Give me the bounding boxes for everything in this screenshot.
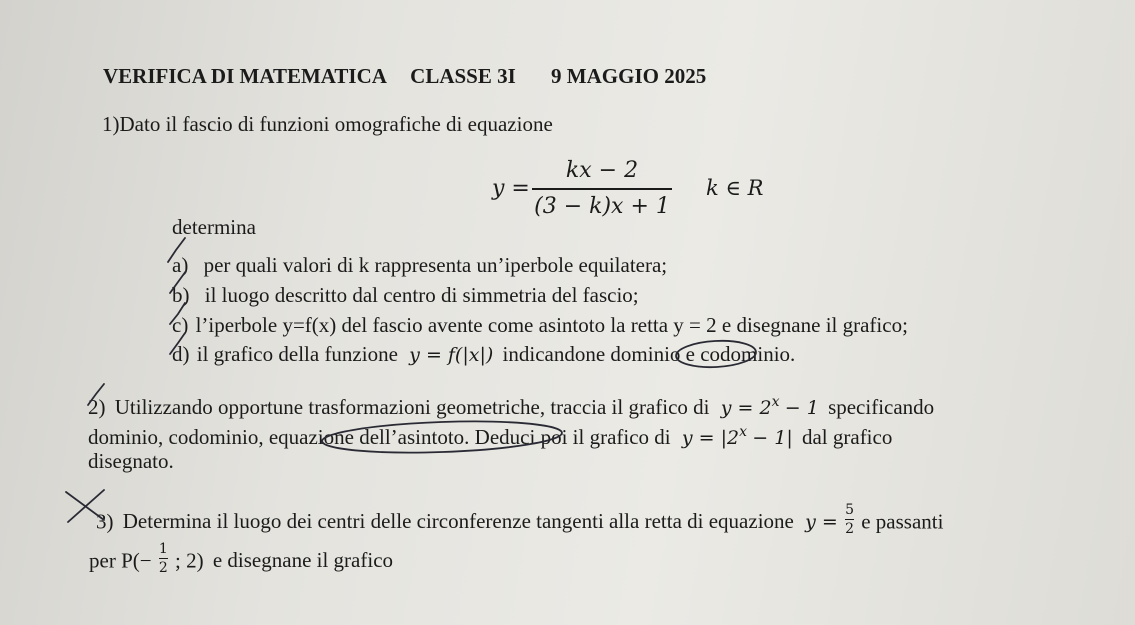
- item-b: [172, 285, 639, 306]
- exercise2-line1-after: specificando: [828, 395, 935, 419]
- exercise3-point-bar: [159, 558, 168, 559]
- item-d-text-after: indicandone dominio e codominio.: [502, 342, 796, 366]
- exercise3-point-den: 2: [158, 560, 168, 577]
- item-a-marker: a): [172, 253, 189, 277]
- item-c-text: l’iperbole y=f(x) del fascio avente come asintoto la retta y = 2 e disegnane il grafico;: [195, 313, 908, 337]
- exercise2-line1-sup: x: [771, 394, 780, 410]
- item-d-math: y = f(|x|): [409, 344, 494, 366]
- exercise3-marker: 3): [96, 509, 114, 534]
- header-class: CLASSE 3I: [410, 64, 516, 88]
- exercise3-line2: [89, 541, 394, 579]
- header-subject: VERIFICA DI MATEMATICA: [103, 64, 387, 88]
- exercise2-line2-math-after: − 1|: [752, 427, 793, 449]
- formula-domain-note: k ∈ R: [706, 176, 764, 200]
- item-b-text: il luogo descritto dal centro di simmetria del fascio;: [204, 283, 639, 307]
- exercise3-frac-num: 5: [845, 502, 854, 518]
- fraction-bar: [532, 188, 672, 190]
- item-c: [172, 315, 908, 336]
- item-d-marker: d): [172, 342, 190, 366]
- exercise3-point-num: 1: [158, 541, 168, 557]
- exercise2-line3: disegnato.: [88, 449, 174, 473]
- exercise3-line2-after: e disegnane il grafico: [212, 548, 394, 573]
- exercise3-line1-before: Determina il luogo dei centri delle circonferenze tangenti alla retta di equazione: [122, 509, 794, 534]
- exercise3-fraction: [845, 503, 854, 536]
- exercise2-marker: 2): [88, 395, 106, 419]
- exercise2-line1-math-after: − 1: [784, 397, 819, 419]
- exercise3-line2-before: per P(−: [89, 548, 152, 573]
- item-d-text-before: il grafico della funzione: [196, 342, 398, 366]
- exercise3-line1: [96, 502, 944, 540]
- exercise1-lead: determina: [172, 215, 256, 239]
- exercise3-frac-bar: [845, 519, 854, 520]
- formula-lhs: y =: [492, 176, 530, 201]
- formula-numerator: kx − 2: [565, 158, 639, 183]
- exercise3-line1-after: e passanti: [861, 509, 944, 534]
- formula-denominator: (3 − k)x + 1: [534, 193, 670, 219]
- exercise2-line1: [88, 395, 934, 418]
- exam-header: [103, 66, 706, 87]
- exercise3-line2-mid: ; 2): [175, 548, 204, 573]
- exercise3-frac-den: 2: [845, 521, 854, 538]
- exercise2-line1-before: Utilizzando opportune trasformazioni geometriche, traccia il grafico di: [114, 395, 710, 419]
- exercise2-line1-math: y = 2: [720, 397, 772, 419]
- item-c-marker: c): [172, 313, 189, 337]
- item-d: [172, 344, 795, 365]
- formula-fraction: [532, 160, 672, 218]
- header-date: 9 MAGGIO 2025: [551, 64, 707, 88]
- exercise1-intro: 1)Dato il fascio di funzioni omografiche di equazione: [102, 112, 553, 136]
- item-b-marker: b): [172, 283, 190, 307]
- exercise2-line2-after: dal grafico: [801, 425, 893, 449]
- exercise3-line1-math: y =: [805, 511, 838, 534]
- exercise3-point-fraction: [159, 542, 168, 575]
- exercise2-line2: [88, 425, 892, 448]
- item-a: [172, 255, 667, 276]
- item-a-text: per quali valori di k rappresenta un’iperbole equilatera;: [203, 253, 668, 277]
- exercise2-line2-sup: x: [739, 424, 748, 440]
- exercise2-line2-math: y = |2: [681, 427, 740, 449]
- exercise2-line2-before: dominio, codominio, equazione dell’asintoto. Deduci poi il grafico di: [88, 425, 671, 449]
